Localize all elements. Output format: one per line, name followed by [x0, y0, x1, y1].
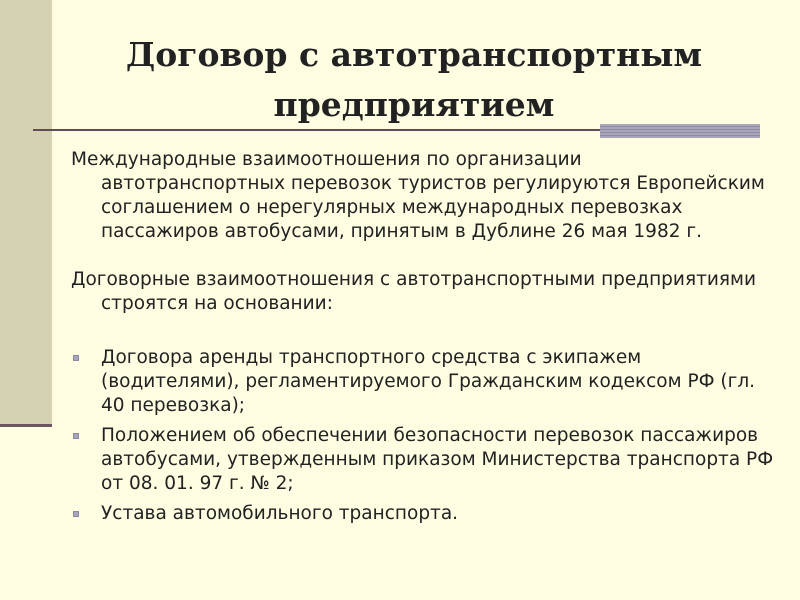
intro-paragraph-contracts: Договорные взаимоотношения с автотранспортными предприятиями строятся на основании:: [71, 269, 756, 314]
title-hatched-accent: [600, 124, 760, 138]
bullet-item-text: Положением об обеспечении безопасности перевозок пассажиров автобусами, утвержденным приказом Министерства транспорта РФ от 08. 01. 97 г. № 2;: [101, 425, 774, 494]
bullet-item-text: Устава автомобильного транспорта.: [101, 503, 459, 524]
bullet-item-safety-regulation: [71, 424, 783, 496]
paragraph-spacer: [71, 316, 771, 346]
bullet-item-text: Договора аренды транспортного средства с экипажем (водителями), регламентируемого Гражданским кодексом РФ (гл. 40 перевозка);: [101, 347, 756, 416]
basis-bullet-list: [71, 346, 783, 526]
bullet-item-lease-contract: [71, 346, 783, 418]
left-decorative-band: [0, 0, 52, 425]
square-bullet-icon: [73, 355, 79, 361]
square-bullet-icon: [73, 511, 79, 517]
slide-title: Договор с автотранспортным предприятием: [125, 35, 703, 124]
left-band-underline: [0, 424, 52, 427]
bullet-item-transport-charter: [71, 502, 783, 526]
slide-body: [71, 148, 774, 532]
intro-paragraph-international: Международные взаимоотношения по организации автотранспортных перевозок туристов регулируются Европейским соглашением о нерегулярных международных перевозках пассажиров автобусами, принятым в Дублине 26 мая 1982 г.: [71, 149, 765, 242]
square-bullet-icon: [73, 433, 79, 439]
